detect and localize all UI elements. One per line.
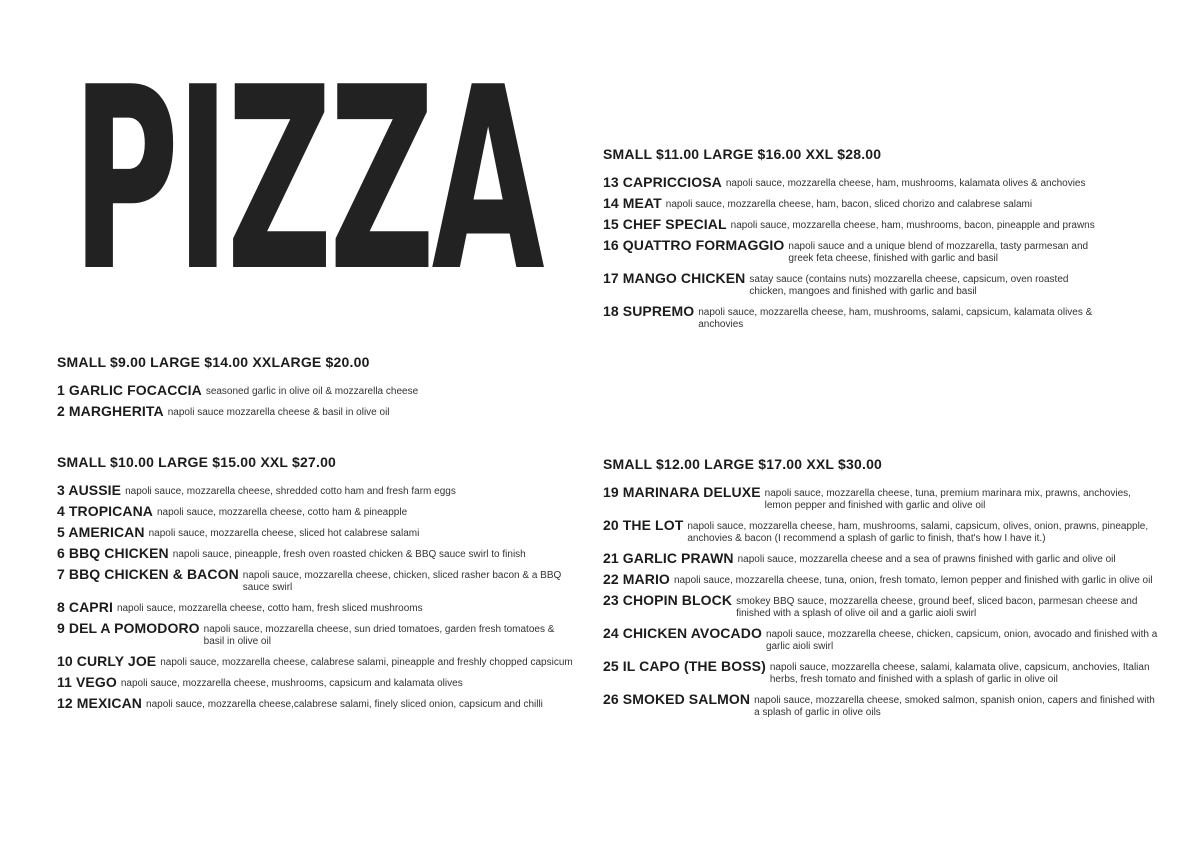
price-line: SMALL $12.00 LARGE $17.00 XXL $30.00 [603, 456, 883, 472]
menu-item [603, 216, 1103, 232]
menu-item [57, 503, 577, 519]
menu-item-name: 14 MEAT [603, 195, 662, 211]
menu-item-description: napoli sauce, mozzarella cheese, ham, bacon, sliced chorizo and calabrese salami [665, 199, 1033, 210]
menu-item [57, 674, 577, 690]
menu-item-description: napoli sauce, mozzarella cheese, salami, kalamata olive, capsicum, anchovies, Italian herbs, fresh tomato and finished with a splash of garlic in olive oil [769, 662, 1150, 685]
menu-item-description: napoli sauce, mozzarella cheese, calabrese salami, pineapple and freshly chopped capsicum [160, 657, 573, 668]
menu-title: PIZZA [72, 34, 542, 327]
menu-item-name: 4 TROPICANA [57, 503, 153, 519]
menu-item-name: 8 CAPRI [57, 599, 113, 615]
menu-item-description: napoli sauce, mozzarella cheese,calabrese salami, finely sliced onion, capsicum and chilli [146, 699, 543, 710]
menu-item-name: 19 MARINARA DELUXE [603, 484, 761, 500]
menu-item-description: napoli sauce mozzarella cheese & basil in olive oil [167, 407, 390, 418]
menu-item-description: napoli sauce, mozzarella cheese, mushrooms, capsicum and kalamata olives [120, 678, 463, 689]
menu-item [603, 237, 1103, 265]
menu-item-name: 24 CHICKEN AVOCADO [603, 625, 762, 641]
menu-item-name: 26 SMOKED SALMON [603, 691, 751, 707]
menu-item-name: 3 AUSSIE [57, 482, 122, 498]
menu-item-description: napoli sauce, mozzarella cheese, ham, mushrooms, bacon, pineapple and prawns [730, 220, 1095, 231]
menu-item-description: smokey BBQ sauce, mozzarella cheese, ground beef, sliced bacon, parmesan cheese and finished with a splash of olive oil and a garlic aioli swirl [736, 596, 1138, 619]
menu-item-description: napoli sauce, mozzarella cheese, chicken, sliced rasher bacon & a BBQ sauce swirl [242, 570, 562, 593]
menu-item-name: 11 VEGO [57, 674, 117, 690]
menu-item-description: satay sauce (contains nuts) mozzarella cheese, capsicum, oven roasted chicken, mangoes and finished with garlic and basil [749, 274, 1069, 297]
menu-item-name: 7 BBQ CHICKEN & BACON [57, 566, 239, 582]
menu-item [57, 566, 577, 594]
price-line: SMALL $11.00 LARGE $16.00 XXL $28.00 [603, 146, 882, 162]
menu-item [57, 545, 577, 561]
menu-item [57, 482, 577, 498]
menu-item [603, 517, 1158, 545]
menu-item [603, 195, 1103, 211]
menu-item-description: napoli sauce, pineapple, fresh oven roasted chicken & BBQ sauce swirl to finish [172, 549, 526, 560]
menu-item-description: napoli sauce, mozzarella cheese, sun dried tomatoes, garden fresh tomatoes & basil in olive oil [203, 624, 555, 647]
price-section-small-11 [603, 146, 1103, 336]
menu-item-name: 22 MARIO [603, 571, 670, 587]
menu-item-description: napoli sauce, mozzarella cheese, sliced hot calabrese salami [148, 528, 420, 539]
menu-item-name: 1 GARLIC FOCACCIA [57, 382, 202, 398]
menu-item [603, 571, 1158, 587]
menu-item-description: seasoned garlic in olive oil & mozzarella cheese [205, 386, 419, 397]
price-section-small-9 [57, 354, 577, 424]
menu-item-name: 16 QUATTRO FORMAGGIO [603, 237, 785, 253]
menu-item [603, 550, 1158, 566]
menu-item-description: napoli sauce, mozzarella cheese, tuna, premium marinara mix, prawns, anchovies, lemon pepper and finished with garlic and olive oil [764, 488, 1131, 511]
menu-item [57, 403, 577, 419]
menu-item-name: 9 DEL A POMODORO [57, 620, 200, 636]
menu-item-description: napoli sauce, mozzarella cheese, ham, mushrooms, salami, capsicum, kalamata olives & anchovies [698, 307, 1093, 330]
menu-item [603, 592, 1158, 620]
menu-item [57, 695, 577, 711]
menu-item-name: 5 AMERICAN [57, 524, 145, 540]
menu-item [603, 484, 1158, 512]
menu-item-description: napoli sauce, mozzarella cheese and a sea of prawns finished with garlic and olive oil [737, 554, 1116, 565]
menu-item-name: 15 CHEF SPECIAL [603, 216, 727, 232]
menu-item-description: napoli sauce, mozzarella cheese, cotto ham, fresh sliced mushrooms [116, 603, 423, 614]
menu-item [57, 620, 577, 648]
menu-item-description: napoli sauce, mozzarella cheese, tuna, onion, fresh tomato, lemon pepper and finished with garlic in olive oil [673, 575, 1153, 586]
menu-item-description: napoli sauce and a unique blend of mozzarella, tasty parmesan and greek feta cheese, finished with garlic and basil [788, 241, 1089, 264]
menu-item-name: 17 MANGO CHICKEN [603, 270, 746, 286]
menu-item [603, 303, 1103, 331]
menu-item-name: 20 THE LOT [603, 517, 684, 533]
menu-item-description: napoli sauce, mozzarella cheese, cotto ham & pineapple [157, 507, 408, 518]
menu-item [57, 524, 577, 540]
menu-item-name: 21 GARLIC PRAWN [603, 550, 734, 566]
menu-item [603, 625, 1158, 653]
menu-item-name: 13 CAPRICCIOSA [603, 174, 722, 190]
menu-item [603, 174, 1103, 190]
menu-item-description: napoli sauce, mozzarella cheese, smoked salmon, spanish onion, capers and finished with a splash of garlic in olive oils [754, 695, 1155, 718]
price-line: SMALL $10.00 LARGE $15.00 XXL $27.00 [57, 454, 337, 470]
menu-item-description: napoli sauce, mozzarella cheese, ham, mushrooms, kalamata olives & anchovies [725, 178, 1086, 189]
menu-item [57, 599, 577, 615]
menu-item [603, 691, 1158, 719]
menu-item-description: napoli sauce, mozzarella cheese, shredded cotto ham and fresh farm eggs [125, 486, 456, 497]
menu-item-name: 23 CHOPIN BLOCK [603, 592, 733, 608]
menu-item [603, 658, 1158, 686]
price-section-small-10 [57, 454, 577, 716]
menu-item-name: 25 IL CAPO (THE BOSS) [603, 658, 766, 674]
menu-item-description: napoli sauce, mozzarella cheese, chicken, capsicum, onion, avocado and finished with a garlic aioli swirl [765, 629, 1158, 652]
price-section-small-12 [603, 456, 1158, 724]
menu-item-description: napoli sauce, mozzarella cheese, ham, mushrooms, salami, capsicum, olives, onion, prawns, pineapple, anchovies & bacon (I recommend a splash of garlic to finish, that's how I have it.) [687, 521, 1149, 544]
menu-item-name: 6 BBQ CHICKEN [57, 545, 169, 561]
menu-item-name: 12 MEXICAN [57, 695, 143, 711]
menu-item [603, 270, 1103, 298]
menu-item-name: 18 SUPREMO [603, 303, 695, 319]
menu-item [57, 653, 577, 669]
price-line: SMALL $9.00 LARGE $14.00 XXLARGE $20.00 [57, 354, 370, 370]
menu-item [57, 382, 577, 398]
menu-item-name: 10 CURLY JOE [57, 653, 157, 669]
menu-item-name: 2 MARGHERITA [57, 403, 164, 419]
